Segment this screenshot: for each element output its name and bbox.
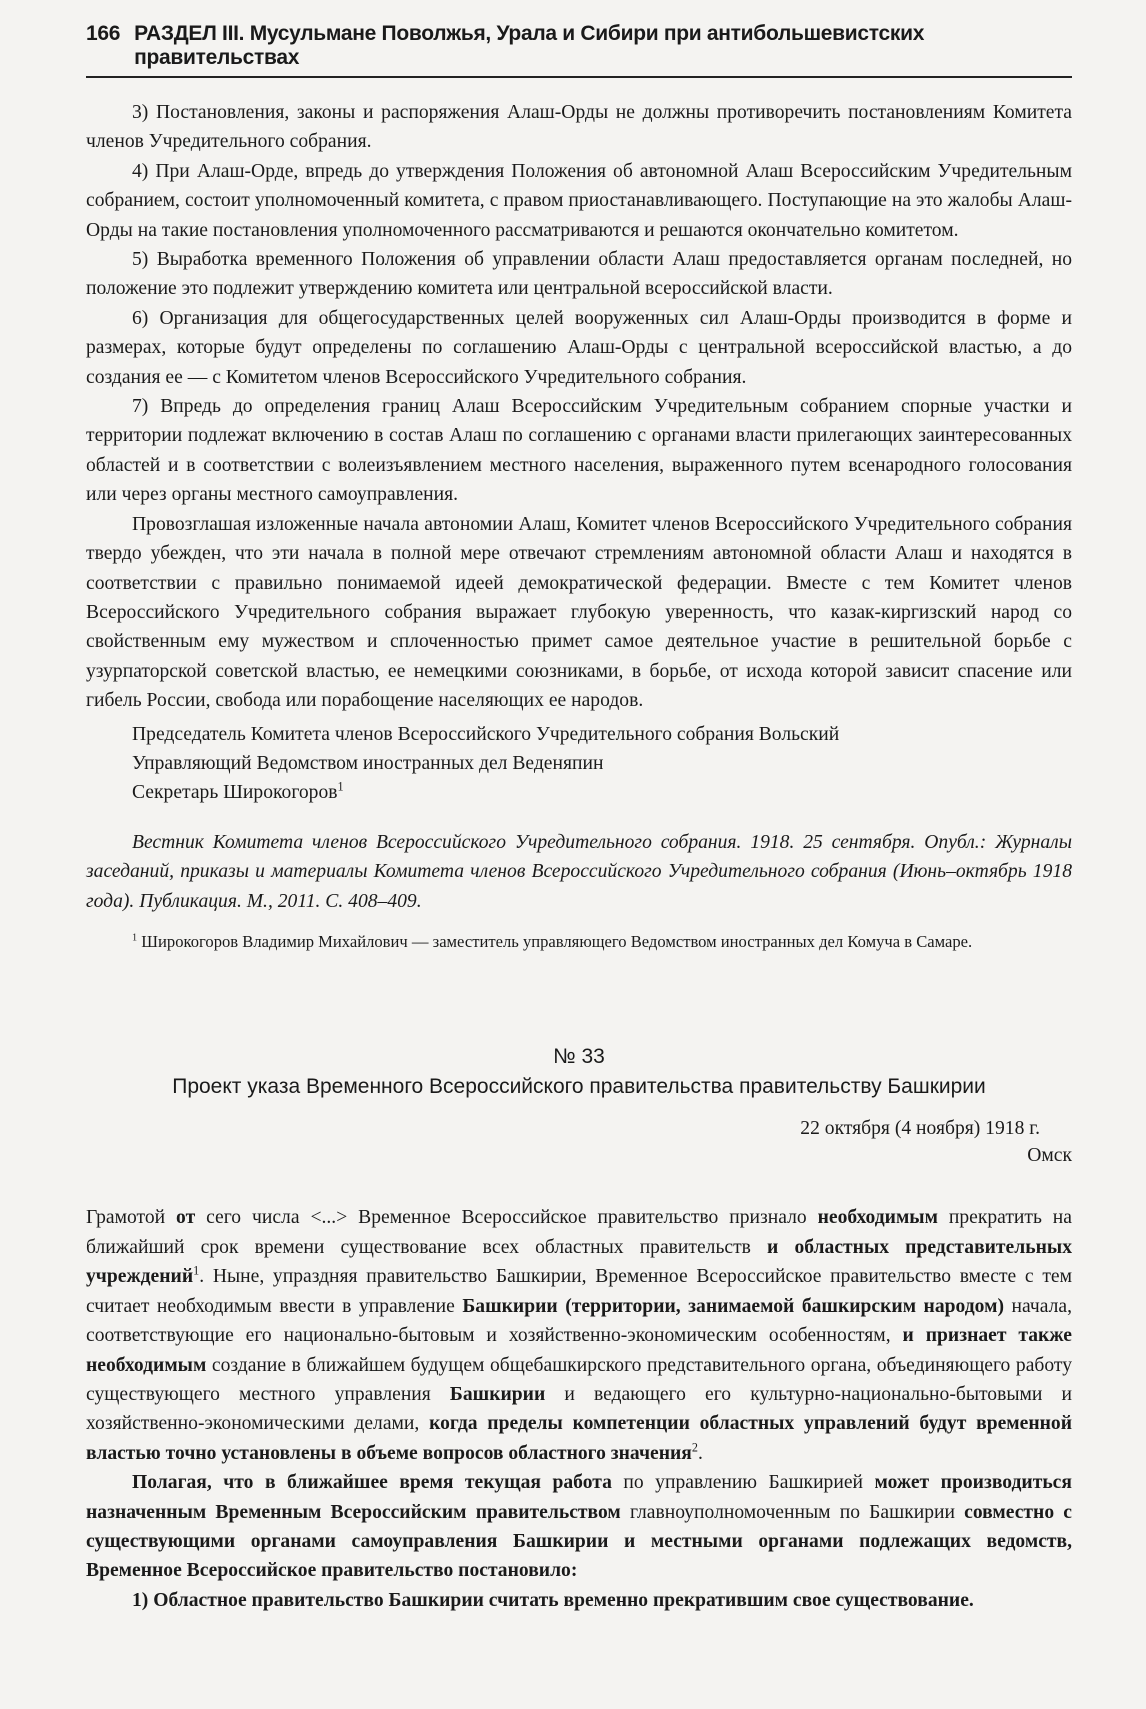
- bold-run: Башкирии: [449, 1383, 546, 1405]
- article-body: [86, 98, 1072, 716]
- signature-secretary-text: Секретарь Широкогоров: [132, 782, 338, 804]
- page-number: 166: [86, 22, 121, 45]
- footnote-ref[interactable]: 2: [691, 1440, 698, 1455]
- footnote-ref[interactable]: 1: [193, 1263, 200, 1278]
- document-title: Проект указа Временного Всероссийского правительства правительству Башкирии: [172, 1075, 986, 1099]
- paragraph-7: 7) Впредь до определения границ Алаш Всероссийским Учредительным собранием спорные участки и территории подлежат включению в состав Алаш по соглашению с органами власти прилегающих заинтересованных областей и в соответствии с волеизъявлением местного населения, выраженного путем всенародного голосования или через органы местного самоуправления.: [86, 396, 1072, 506]
- bold-run: необходимым: [817, 1207, 938, 1229]
- bold-run: Башкирии (территории, занимаемой башкирским народом): [462, 1295, 1004, 1317]
- footnote-marker: 1: [132, 932, 138, 944]
- text-run: прекратить на ближайший срок времени существование всех областных правительств: [86, 1207, 1072, 1258]
- text-run: главноуполномоченным по Башкирии: [620, 1501, 965, 1523]
- bold-run: 1) Областное правительство Башкирии считать временно прекратившим свое существование.: [132, 1589, 974, 1611]
- running-head: [86, 22, 1072, 78]
- dateline: [86, 1115, 1072, 1169]
- paragraph-6: 6) Организация для общегосударственных целей вооруженных сил Алаш-Орды производится в форме и размерах, которые будут определены по соглашению Алаш-Орды с центральной всероссийской властью, а до создания ее — с Комитетом членов Всероссийского Учредительного собрания.: [86, 307, 1072, 388]
- document-date: 22 октября (4 ноября) 1918 г.: [800, 1118, 1040, 1140]
- bold-run: Полагая, что в ближайшее время текущая работа: [132, 1472, 612, 1494]
- section-title: РАЗДЕЛ III. Мусульмане Поволжья, Урала и Сибири при антибольшевистских правительствах: [134, 22, 925, 69]
- text-run: создание в ближайшем будущем общебашкирского представительного органа, объединяющего работу существующего местного управления: [86, 1354, 1072, 1405]
- paragraph-proclamation: Провозглашая изложенные начала автономии Алаш, Комитет членов Всероссийского Учредительного собрания твердо убежден, что эти начала в полной мере отвечают стремлениям автономной области Алаш и находятся в соответствии с правильно понимаемой идеей демократической федерации. Вместе с тем Комитет членов Всероссийского Учредительного собрания выражает глубокую уверенность, что казак-киргизский народ со свойственным ему мужеством и сплоченностью примет самое деятельное участие в решительной борьбе с узурпаторской советской властью, ее немецкими союзниками, в борьбе, от исхода которой зависит спасение или гибель России, свобода или порабощение населяющих ее народов.: [86, 513, 1072, 712]
- bold-run: когда пределы компетенции областных управлений будут временной властью точно установлены в объеме вопросов областного значения: [86, 1413, 1072, 1464]
- text-run: по управлению Башкирией: [611, 1472, 875, 1494]
- footnote: [86, 930, 1072, 954]
- decree-text: [86, 1203, 1072, 1615]
- text-run: начала, соответствующие его национально-бытовым и хозяйственно-экономическим особенностям,: [86, 1295, 1072, 1347]
- decree-paragraph-1: [86, 1203, 1072, 1468]
- text-run: . Ныне, упраздняя правительство Башкирии, Временное Всероссийское правительство вместе с тем считает необходимым ввести в управление: [86, 1266, 1072, 1317]
- source-citation: Вестник Комитета членов Всероссийского Учредительного собрания. 1918. 25 сентября. Опубл.: Журналы заседаний, приказы и материалы Комитета членов Всероссийского Учредительного собрания (Июнь–октябрь 1918 года). Публикация. М., 2011. С. 408–409.: [86, 831, 1072, 912]
- decree-paragraph-3: [86, 1586, 1072, 1615]
- paragraph-4: 4) При Алаш-Орде, впредь до утверждения Положения об автономной Алаш Всероссийским Учредительным собранием, состоит уполномоченный комитета, с правом приостанавливающего. Поступающие на это жалобы Алаш-Орды на такие постановления уполномоченного рассматриваются и решаются окончательно комитетом.: [86, 160, 1072, 241]
- footnote-text: Широкогоров Владимир Михайлович — заместитель управляющего Ведомством иностранных дел Комуча в Самаре.: [137, 931, 973, 951]
- bold-run: от: [176, 1207, 196, 1229]
- decree-paragraph-2: [86, 1468, 1072, 1586]
- bold-run: совместно с существующими органами самоуправления Башкирии и местными органами подлежащих ведомств, Временное Всероссийское правительство постановило:: [86, 1501, 1072, 1582]
- paragraph-3: 3) Постановления, законы и распоряжения Алаш-Орды не должны противоречить постановлениям Комитета членов Учредительного собрания.: [86, 102, 1072, 153]
- bold-run: и областных представительных учреждений: [86, 1236, 1072, 1288]
- text-run: Грамотой: [86, 1207, 177, 1229]
- text-run: и ведающего его культурно-национально-бытовыми и хозяйственно-экономическими делами,: [86, 1383, 1072, 1435]
- signature-secretary: [132, 778, 1072, 807]
- document-number: № 33: [553, 1045, 605, 1069]
- paragraph-5: 5) Выработка временного Положения об управлении области Алаш предоставляется органам последней, но положение это подлежит утверждению комитета или центральной всероссийской власти.: [86, 249, 1072, 300]
- signatures: [86, 720, 1072, 808]
- footnote-ref[interactable]: 1: [337, 779, 344, 794]
- text-run: сего числа <...> Временное Всероссийское правительство признало: [195, 1207, 818, 1229]
- text-run: .: [697, 1442, 703, 1464]
- signature-chairman: Председатель Комитета членов Всероссийского Учредительного собрания Вольский: [132, 723, 840, 745]
- document-place: Омск: [1027, 1145, 1072, 1167]
- bold-run: и признает также необходимым: [86, 1325, 1072, 1376]
- bold-run: может производиться назначенным Временным Всероссийским правительством: [86, 1472, 1072, 1523]
- signature-foreign-affairs: Управляющий Ведомством иностранных дел Веденяпин: [132, 752, 604, 774]
